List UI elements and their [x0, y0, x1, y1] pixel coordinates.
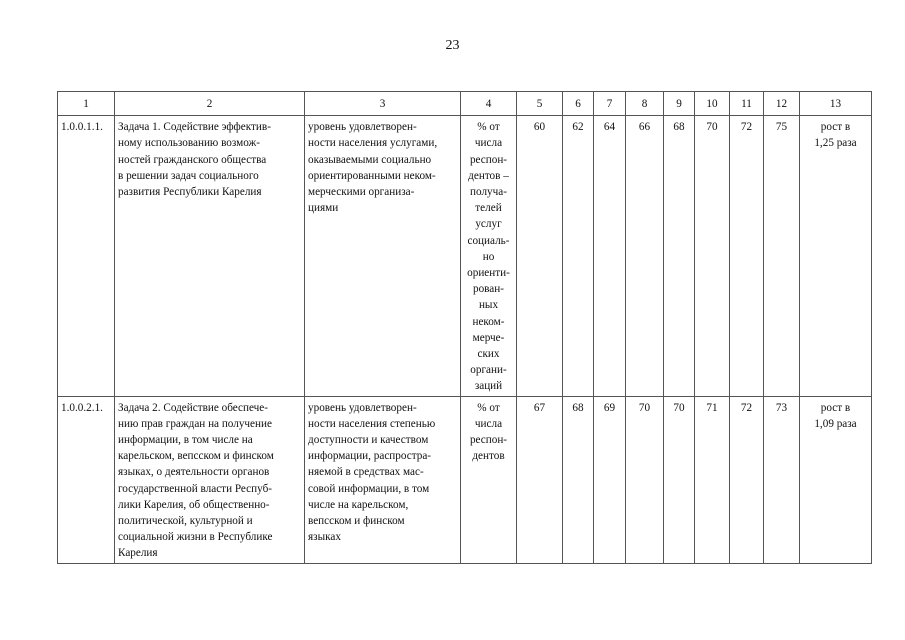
- task-cell: [115, 116, 305, 396]
- column-header: 3: [305, 92, 461, 116]
- total-change-cell: [800, 116, 872, 396]
- value-cell: 68: [664, 116, 695, 396]
- column-header: 2: [115, 92, 305, 116]
- value-cell: 64: [594, 116, 626, 396]
- indicator-line: уровень удовлетворен-: [308, 121, 417, 134]
- task-line: в решении задач социального: [118, 169, 259, 182]
- header-row: [58, 92, 872, 116]
- indicator-line: числе на карельском,: [308, 498, 409, 511]
- total-change-line: рост в: [820, 121, 851, 134]
- column-header: 11: [730, 92, 764, 116]
- indicator-line: циями: [308, 202, 339, 215]
- unit-line: респон-: [469, 434, 508, 447]
- unit-line: заций: [474, 380, 503, 393]
- indicator-line: доступности и качеством: [308, 434, 429, 447]
- task-line: Задача 2. Содействие обеспече-: [118, 401, 268, 414]
- value-cell: 72: [730, 396, 764, 563]
- row-number: 1.0.0.2.1.: [58, 396, 115, 563]
- unit-line: числа: [474, 137, 503, 150]
- unit-line: % от: [477, 121, 500, 134]
- task-line: Задача 1. Содействие эффектив-: [118, 121, 271, 134]
- task-line: ному использованию возмож-: [118, 137, 260, 150]
- column-header: 4: [461, 92, 517, 116]
- unit-line: числа: [474, 417, 503, 430]
- task-line: информации, в том числе на: [118, 434, 253, 447]
- value-cell: 68: [563, 396, 594, 563]
- task-line: лики Карелия, об общественно-: [118, 498, 270, 511]
- task-line: политической, культурной и: [118, 515, 253, 528]
- indicator-line: ности населения степенью: [308, 417, 436, 430]
- indicator-line: языках: [308, 531, 341, 544]
- task-line: ностей гражданского общества: [118, 153, 267, 166]
- column-header: 1: [58, 92, 115, 116]
- indicators-table: [57, 91, 872, 564]
- column-header: 6: [563, 92, 594, 116]
- task-line: государственной власти Респуб-: [118, 482, 272, 495]
- unit-cell: [461, 116, 517, 396]
- column-header: 10: [695, 92, 730, 116]
- column-header: 9: [664, 92, 695, 116]
- task-line: нию прав граждан на получение: [118, 417, 272, 430]
- unit-line: ориенти-: [467, 267, 510, 280]
- indicator-line: няемой в средствах мас-: [308, 466, 424, 479]
- indicator-cell: [305, 396, 461, 563]
- column-header: 13: [800, 92, 872, 116]
- value-cell: 73: [764, 396, 800, 563]
- task-cell: [115, 396, 305, 563]
- indicator-line: совой информации, в том: [308, 482, 430, 495]
- total-change-cell: [800, 396, 872, 563]
- unit-line: мерче-: [472, 331, 505, 344]
- value-cell: 66: [626, 116, 664, 396]
- total-change-line: рост в: [820, 401, 851, 414]
- value-cell: 69: [594, 396, 626, 563]
- unit-line: % от: [477, 401, 500, 414]
- total-change-line: 1,09 раза: [814, 417, 857, 430]
- value-cell: 71: [695, 396, 730, 563]
- page-number: 23: [445, 38, 460, 53]
- total-change-line: 1,25 раза: [814, 137, 857, 150]
- task-line: социальной жизни в Республике: [118, 531, 273, 544]
- value-cell: 70: [626, 396, 664, 563]
- unit-line: ских: [477, 348, 500, 361]
- task-line: языках, о деятельности органов: [118, 466, 270, 479]
- unit-line: респон-: [469, 153, 508, 166]
- column-header: 12: [764, 92, 800, 116]
- unit-line: телей: [475, 202, 502, 215]
- unit-line: органи-: [470, 364, 507, 377]
- unit-line: неком-: [472, 315, 505, 328]
- unit-line: услуг: [475, 218, 502, 231]
- value-cell: 62: [563, 116, 594, 396]
- indicator-cell: [305, 116, 461, 396]
- column-header: 5: [517, 92, 563, 116]
- unit-cell: [461, 396, 517, 563]
- indicator-line: уровень удовлетворен-: [308, 401, 417, 414]
- value-cell: 70: [664, 396, 695, 563]
- value-cell: 75: [764, 116, 800, 396]
- indicator-line: ности населения услугами,: [308, 137, 438, 150]
- column-header: 8: [626, 92, 664, 116]
- row-number: 1.0.0.1.1.: [58, 116, 115, 396]
- value-cell: 60: [517, 116, 563, 396]
- column-header: 7: [594, 92, 626, 116]
- unit-line: дентов: [472, 450, 505, 463]
- task-line: карельском, вепсском и финском: [118, 450, 274, 463]
- unit-line: но: [482, 250, 495, 263]
- indicator-line: оказываемыми социально: [308, 153, 432, 166]
- indicator-line: вепсском и финском: [308, 515, 405, 528]
- unit-line: получа-: [470, 186, 507, 199]
- indicator-line: ориентированными неком-: [308, 169, 436, 182]
- indicator-line: мерческими организа-: [308, 186, 415, 199]
- value-cell: 67: [517, 396, 563, 563]
- value-cell: 72: [730, 116, 764, 396]
- unit-line: социаль-: [467, 234, 510, 247]
- task-line: Карелия: [118, 547, 158, 560]
- unit-line: дентов –: [468, 169, 509, 182]
- table-row: [58, 116, 872, 396]
- unit-line: ных: [478, 299, 499, 312]
- table-row: [58, 396, 872, 563]
- unit-line: рован-: [472, 283, 504, 296]
- task-line: развития Республики Карелия: [118, 186, 262, 199]
- value-cell: 70: [695, 116, 730, 396]
- indicator-line: информации, распростра-: [308, 450, 432, 463]
